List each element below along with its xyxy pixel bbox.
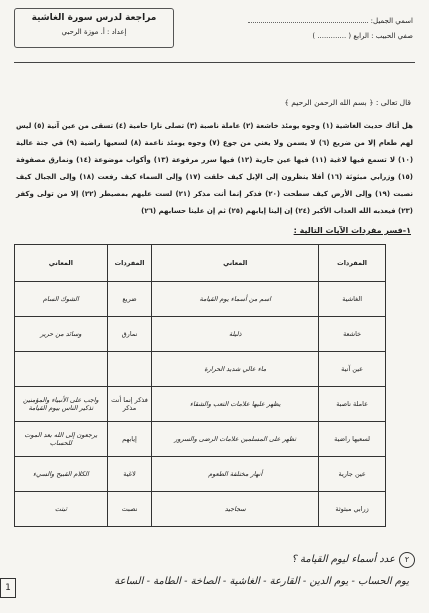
worksheet-title: مراجعة لدرس سورة الغاشية bbox=[31, 13, 157, 23]
question-2-number: ٢ bbox=[399, 552, 415, 568]
cell-word: خاشعة bbox=[319, 317, 386, 352]
cell-word: عين آنية bbox=[319, 352, 386, 387]
table-row bbox=[15, 352, 386, 387]
table-header-meaning-left: المعاني bbox=[15, 245, 108, 282]
question-2-text: عدد أسماء ليوم القيامة ؟ bbox=[291, 554, 395, 565]
question-1-title: ١-فسر مفردات الآيات التالية : bbox=[293, 226, 411, 235]
table-header-word-right: المفردات bbox=[319, 245, 386, 282]
cell-meaning: الكلام القبيح والسيء bbox=[15, 457, 108, 492]
table-row bbox=[15, 492, 386, 527]
cell-meaning: أنهار مختلفة الطعوم bbox=[152, 457, 319, 492]
cell-word bbox=[107, 352, 152, 387]
page-number: 1 bbox=[0, 578, 16, 598]
cell-word: الغاشية bbox=[319, 282, 386, 317]
student-name-row bbox=[193, 14, 413, 29]
student-class-label: صفي الحبيب : الرابع ( ............. ) bbox=[312, 32, 413, 40]
cell-word: إيابهم bbox=[107, 422, 152, 457]
cell-word: نصبت bbox=[107, 492, 152, 527]
table-header-row bbox=[15, 245, 386, 282]
cell-meaning bbox=[15, 352, 108, 387]
cell-word: فذكر إنما أنت مذكر bbox=[107, 387, 152, 422]
cell-meaning: الشوك السام bbox=[15, 282, 108, 317]
question-2-answer: يوم الحساب - يوم الدين - القارعة - الغاشية - الصاخة - الطامة - الساعة bbox=[114, 576, 409, 587]
cell-meaning: سجاجيد bbox=[152, 492, 319, 527]
cell-meaning: اسم من أسماء يوم القيامة bbox=[152, 282, 319, 317]
cell-meaning: يرجعون إلى الله بعد الموت للحساب bbox=[15, 422, 108, 457]
cell-meaning: ماء عالي شديد الحرارة bbox=[152, 352, 319, 387]
table-header-meaning-right: المعاني bbox=[152, 245, 319, 282]
table-row bbox=[15, 457, 386, 492]
cell-meaning: يظهر عليها علامات التعب والشقاء bbox=[152, 387, 319, 422]
cell-meaning: ثبتت bbox=[15, 492, 108, 527]
student-name-label: اسمي الجميل: bbox=[370, 17, 413, 25]
cell-word: لسعيها راضية bbox=[319, 422, 386, 457]
cell-meaning: ذليلة bbox=[152, 317, 319, 352]
surah-text: هل أتاك حديث الغاشية (١) وجوه يومئذ خاشعة (٢) عاملة ناصبة (٣) تصلى نارا حامية (٤) تسقى من عين آنية (٥) ليس لهم طعام إلا من ضريع (٦) لا يسمن ولا يغني من جوع (٧) وجوه يومئذ ناعمة (٨) لسعيها راضية (٩) في جنة عالية (١٠) لا تسمع فيها لاغية (١١) فيها عين جارية (١٢) فيها سرر مرفوعة (١٣) وأكواب موضوعة (١٤) ونمارق مصفوفة (١٥) وزرابي مبثوثة (١٦) أفلا ينظرون إلى الإبل كيف خلقت (١٧) وإلى السماء كيف رفعت (١٨) وإلى الجبال كيف نصبت (١٩) وإلى الأرض كيف سطحت (٢٠) فذكر إنما أنت مذكر (٢١) لست عليهم بمصيطر (٢٢) إلا من تولى وكفر (٢٣) فيعذبه الله العذاب الأكبر (٢٤) إن إلينا إيابهم (٢٥) ثم إن علينا حسابهم (٢٦) bbox=[16, 122, 414, 215]
cell-meaning: وسائد من حرير bbox=[15, 317, 108, 352]
table-row bbox=[15, 422, 386, 457]
table-row bbox=[15, 317, 386, 352]
table-row bbox=[15, 387, 386, 422]
vocab-table bbox=[14, 244, 386, 527]
verse-heading: قال تعالى : ﴿ بسم الله الرحمن الرحيم ﴾ bbox=[284, 98, 411, 107]
table-header-word-left: المفردات bbox=[107, 245, 152, 282]
cell-word: عين جارية bbox=[319, 457, 386, 492]
worksheet-title-box bbox=[14, 8, 174, 48]
cell-word: لاغية bbox=[107, 457, 152, 492]
cell-meaning: تظهر على المسلمين علامات الرضى والسرور bbox=[152, 422, 319, 457]
worksheet-author: إعداد : أ. موزة الرحبي bbox=[61, 28, 127, 36]
cell-meaning: واجب على الأنبياء والمؤمنين تذكير الناس بيوم القيامة bbox=[15, 387, 108, 422]
cell-word: زرابي مبثوثة bbox=[319, 492, 386, 527]
student-name-line bbox=[248, 14, 368, 23]
header-divider bbox=[14, 62, 415, 63]
cell-word: ضريع bbox=[107, 282, 152, 317]
student-info bbox=[193, 14, 413, 44]
cell-word: نمارق bbox=[107, 317, 152, 352]
cell-word: عاملة ناصبة bbox=[319, 387, 386, 422]
table-row bbox=[15, 282, 386, 317]
